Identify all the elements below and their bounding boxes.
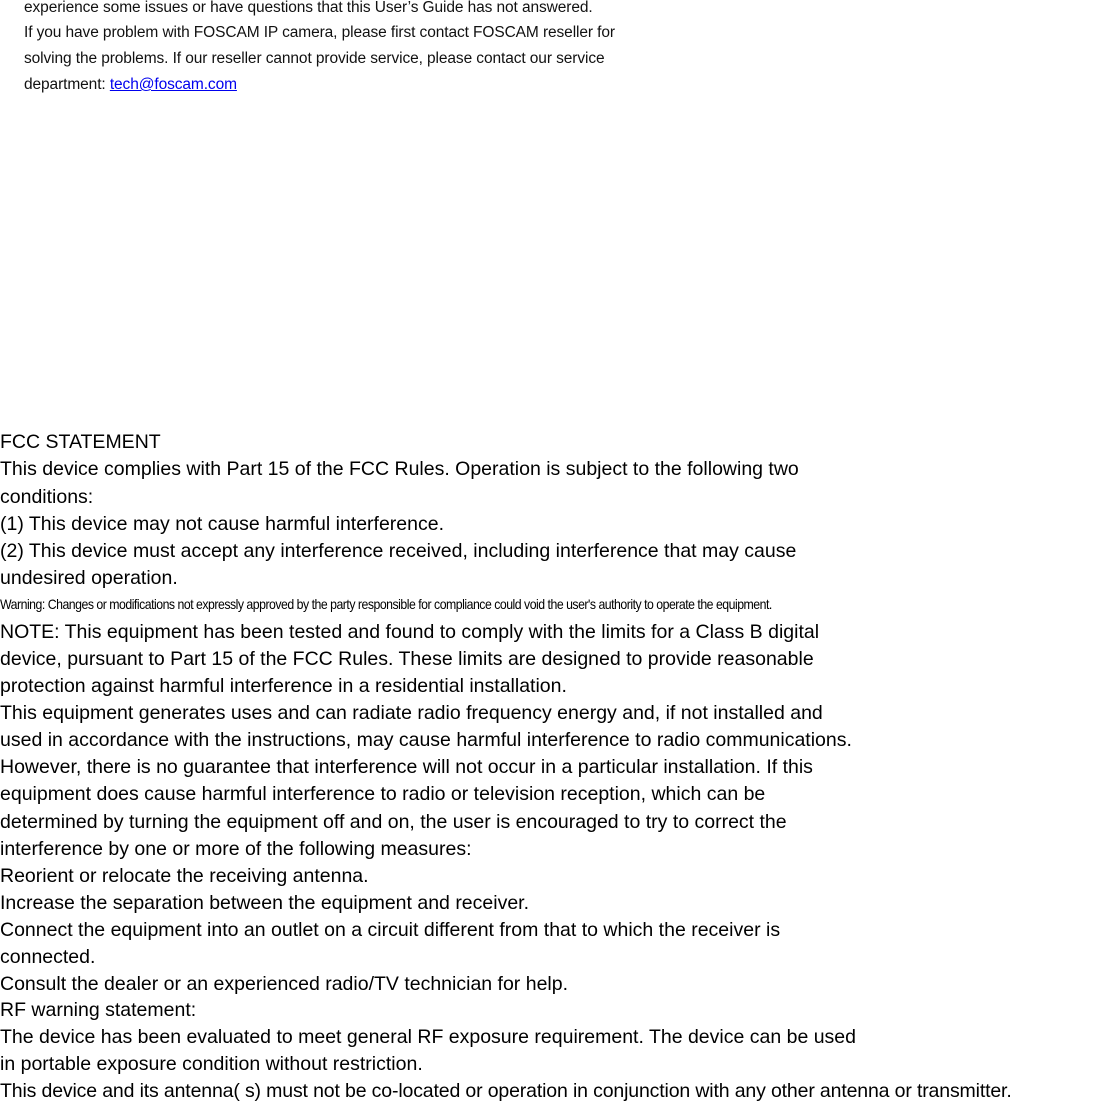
fcc-line: NOTE: This equipment has been tested and found to comply with the limits for a Class B digital: [0, 621, 820, 643]
support-email-link[interactable]: tech@foscam.com: [109, 76, 237, 93]
fcc-line: interference by one or more of the following measures:: [0, 838, 472, 860]
support-text-line-2: If you have problem with FOSCAM IP camera, please first contact FOSCAM reseller for: [24, 24, 615, 41]
fcc-line: used in accordance with the instructions, may cause harmful interference to radio communications.: [0, 729, 852, 751]
fcc-line: protection against harmful interference in a residential installation.: [0, 675, 567, 697]
support-text-line-4: [24, 76, 237, 94]
support-text-line-1: experience some issues or have questions that this User’s Guide has not answered.: [24, 0, 593, 16]
fcc-line: undesired operation.: [0, 567, 178, 589]
support-text-line-3: solving the problems. If our reseller cannot provide service, please contact our service: [24, 50, 605, 67]
fcc-line: equipment does cause harmful interference to radio or television reception, which can be: [0, 783, 766, 805]
fcc-line: connected.: [0, 946, 96, 968]
fcc-line: This equipment generates uses and can radiate radio frequency energy and, if not installed and: [0, 702, 823, 724]
fcc-line: conditions:: [0, 486, 94, 508]
fcc-line: device, pursuant to Part 15 of the FCC Rules. These limits are designed to provide reasonable: [0, 648, 814, 670]
fcc-line: This device and its antenna( s) must not be co-located or operation in conjunction with any other antenna or transmitter.: [0, 1080, 1012, 1102]
fcc-line: The device has been evaluated to meet general RF exposure requirement. The device can be used: [0, 1026, 857, 1048]
fcc-line: (1) This device may not cause harmful interference.: [0, 513, 445, 535]
fcc-measure-item: Consult the dealer or an experienced radio/TV technician for help.: [0, 973, 569, 995]
fcc-line: However, there is no guarantee that interference will not occur in a particular installation. If this: [0, 756, 813, 778]
fcc-line: (2) This device must accept any interference received, including interference that may cause: [0, 540, 797, 562]
fcc-line: This device complies with Part 15 of the FCC Rules. Operation is subject to the following two: [0, 458, 799, 480]
fcc-line: determined by turning the equipment off and on, the user is encouraged to try to correct the: [0, 811, 787, 833]
rf-warning-heading: RF warning statement:: [0, 999, 197, 1021]
fcc-heading: FCC STATEMENT: [0, 431, 161, 453]
fcc-measure-item: Increase the separation between the equipment and receiver.: [0, 892, 530, 914]
fcc-measure-item: Reorient or relocate the receiving antenna.: [0, 865, 369, 887]
fcc-warning-line: Warning: Changes or modifications not expressly approved by the party responsible for compliance could void the user's authority to operate the equipment.: [0, 597, 772, 612]
fcc-line: in portable exposure condition without restriction.: [0, 1053, 423, 1075]
fcc-measure-item: Connect the equipment into an outlet on a circuit different from that to which the receiver is: [0, 919, 781, 941]
department-label: department:: [24, 76, 110, 93]
